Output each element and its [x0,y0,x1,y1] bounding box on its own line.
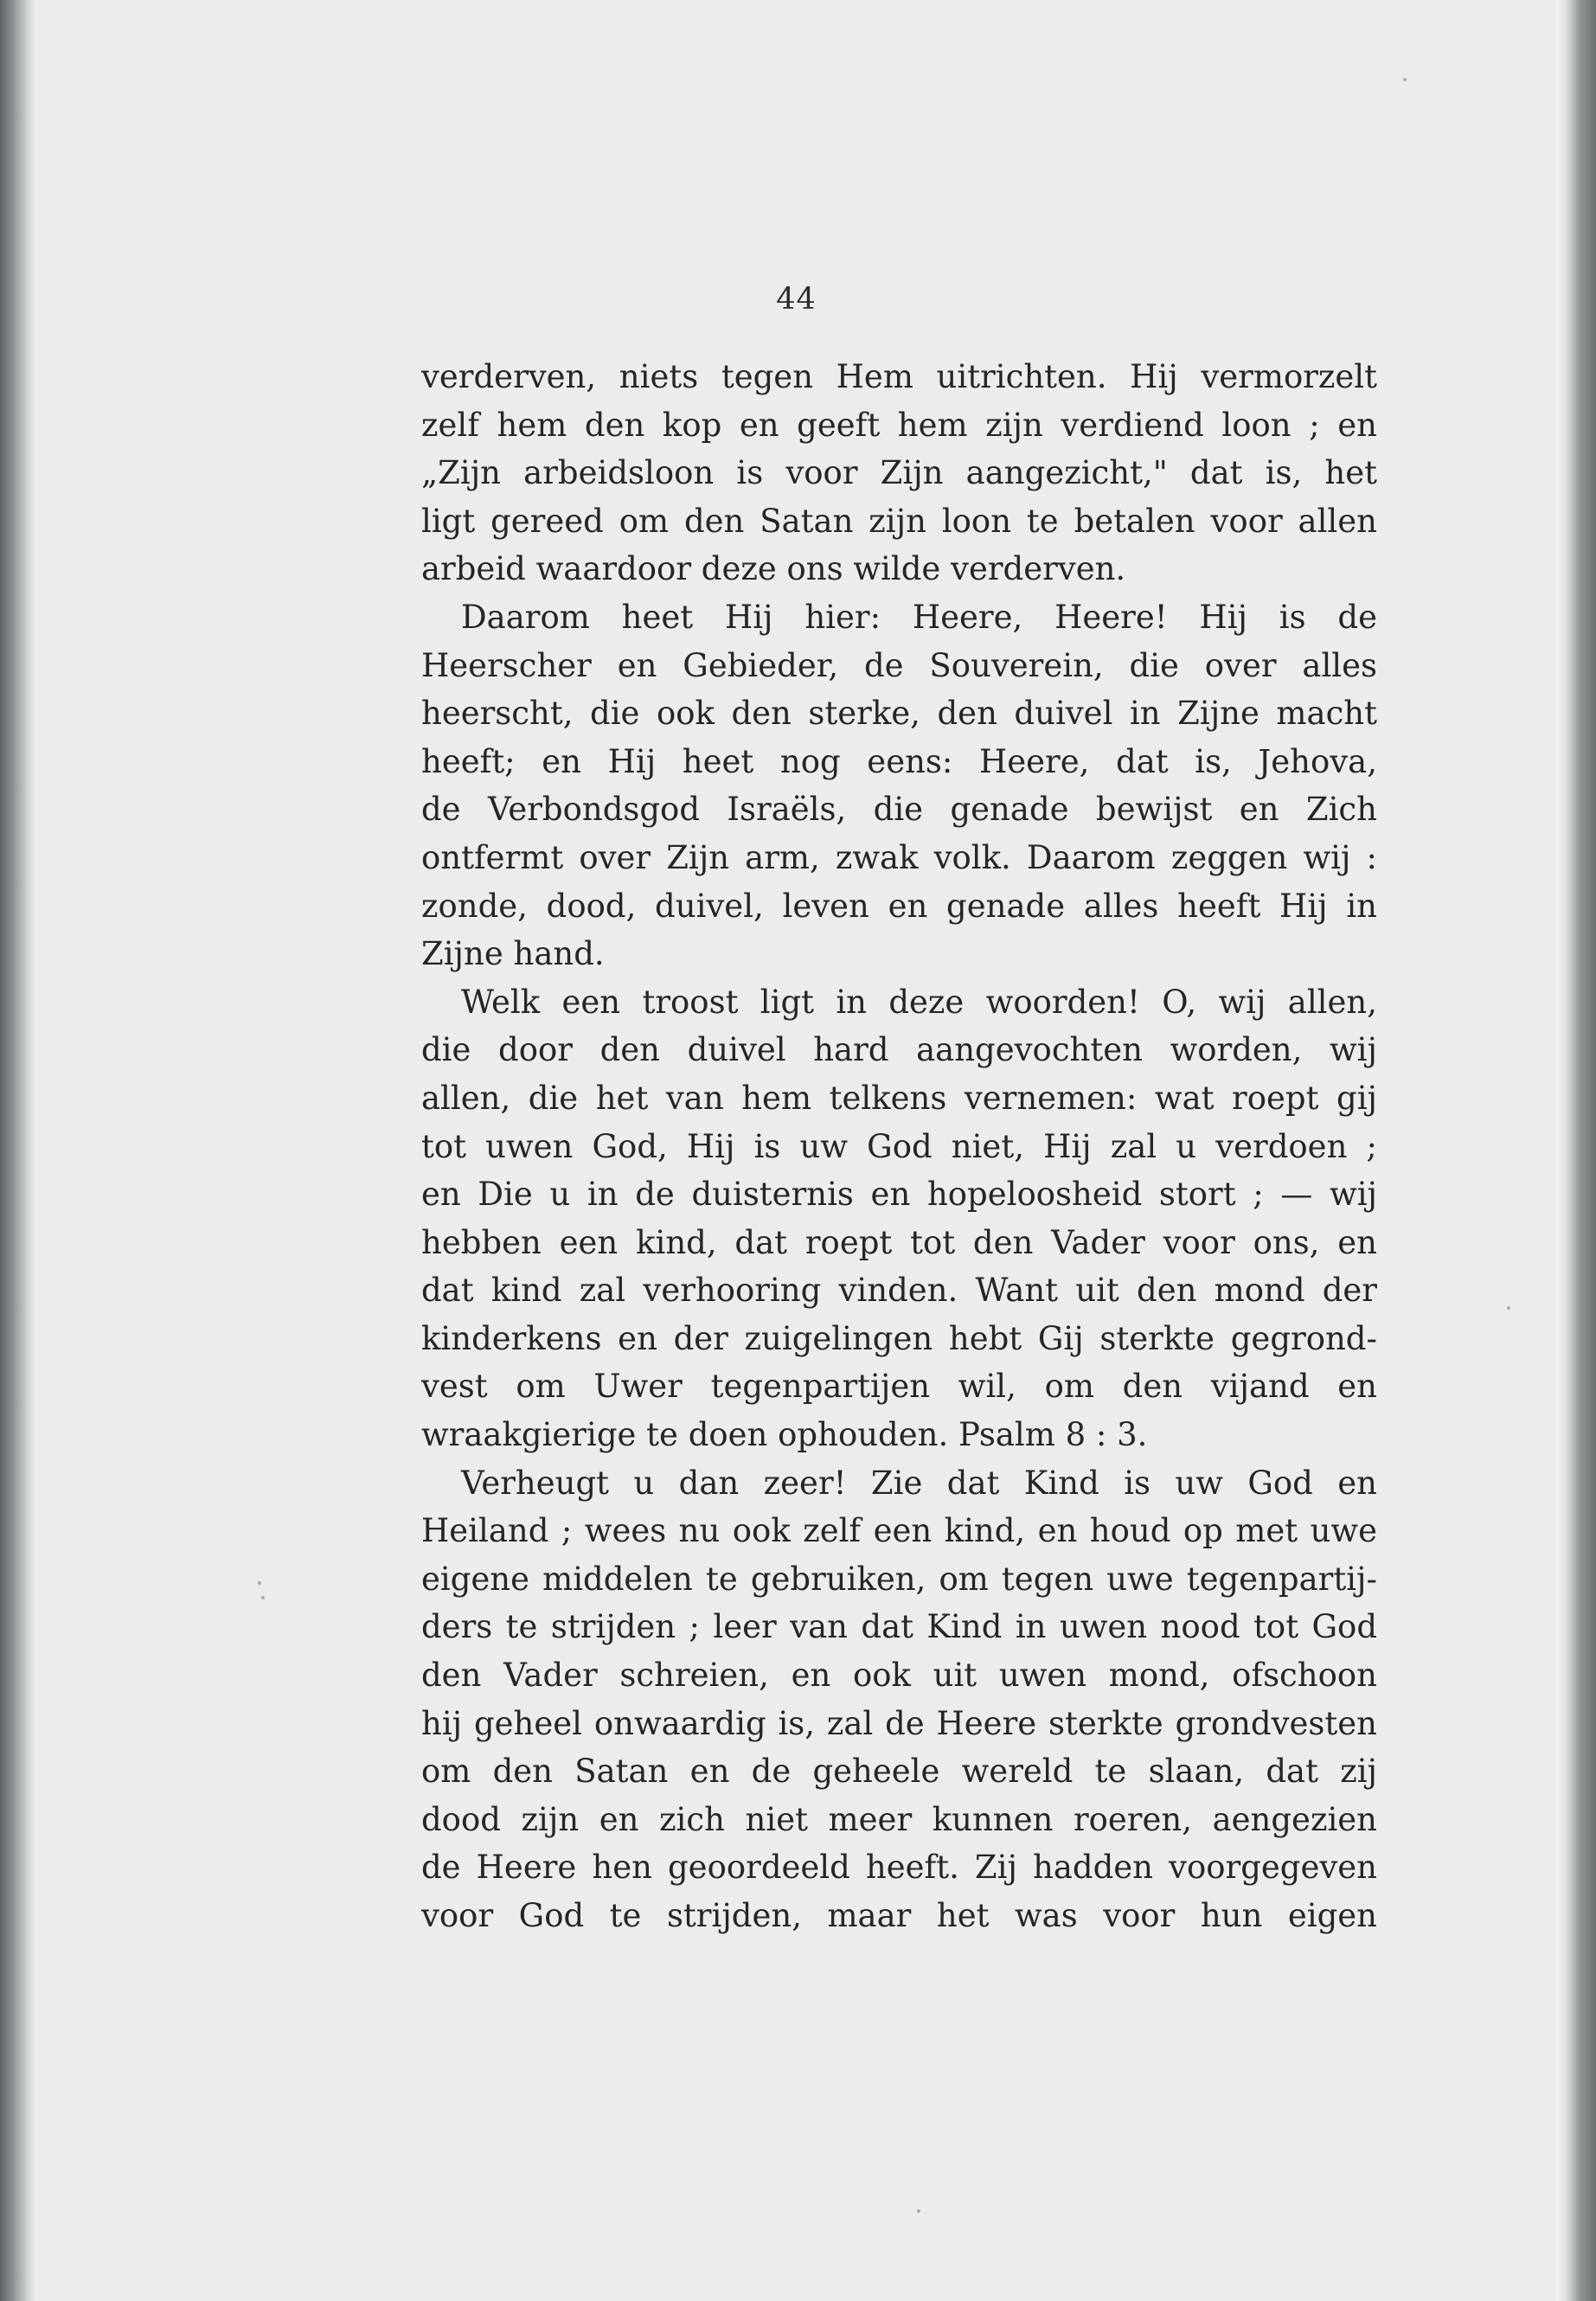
text-line: kinderkens en der zuigelingen hebt Gij sterkte gegrond- [421,1319,1377,1357]
text-line: arbeid waardoor deze ons wilde verderven. [421,550,1126,588]
text-line: de Verbondsgod Israëls, die genade bewijst en Zich [421,791,1377,829]
text-line: ligt gereed om den Satan zijn loon te betalen voor allen [421,502,1377,540]
text-line: allen, die het van hem telkens vernemen: wat roept gij [421,1079,1377,1117]
page-number: 44 [776,282,817,317]
text-line: vest om Uwer tegenpartijen wil, om den vijand en [421,1368,1377,1406]
paper-speck [258,1581,261,1585]
paragraph-3 [421,978,1377,1459]
page-edge-shadow [1556,0,1596,2301]
paragraph-2 [421,593,1377,978]
book-page [36,0,1556,2301]
text-line: ontfermt over Zijn arm, zwak volk. Daarom zeggen wij : [421,838,1377,876]
paper-speck [1403,78,1407,81]
text-line: den Vader schreien, en ook uit uwen mond, ofschoon [421,1657,1377,1695]
paper-speck [917,2209,920,2213]
text-line: zonde, dood, duivel, leven en genade alles heeft Hij in [421,887,1377,925]
binding-shadow [0,0,36,2301]
text-line: en Die u in de duisternis en hopeloosheid stort ; — wij [421,1176,1377,1214]
text-line: ders te strijden ; leer van dat Kind in uwen nood tot God [421,1608,1377,1646]
text-line: eigene middelen te gebruiken, om tegen uwe tegenpartij- [421,1560,1377,1598]
paragraph-1 [421,353,1377,593]
text-line: Verheugt u dan zeer! Zie dat Kind is uw God en [461,1464,1377,1502]
text-line: „Zijn arbeidsloon is voor Zijn aangezicht," dat is, het [421,454,1377,492]
text-line: heerscht, die ook den sterke, den duivel in Zijne macht [421,695,1377,733]
text-line: die door den duivel hard aangevochten worden, wij [421,1031,1377,1069]
text-line: tot uwen God, Hij is uw God niet, Hij zal u verdoen ; [421,1127,1377,1165]
body-text [421,353,1377,1940]
text-line: heeft; en Hij heet nog eens: Heere, dat is, Jehova, [421,742,1377,780]
text-line: hij geheel onwaardig is, zal de Heere sterkte grondvesten [421,1704,1377,1742]
text-line: Heerscher en Gebieder, de Souverein, die over alles [421,646,1377,684]
text-line: dood zijn en zich niet meer kunnen roeren, aengezien [421,1800,1377,1838]
text-line: wraakgierige te doen ophouden. Psalm 8 : 3. [421,1416,1148,1454]
text-line: Welk een troost ligt in deze woorden! O, wij allen, [461,983,1377,1021]
text-line: de Heere hen geoordeeld heeft. Zij hadden voorgegeven [421,1849,1377,1887]
text-line: dat kind zal verhooring vinden. Want uit den mond der [421,1272,1377,1310]
text-line: verderven, niets tegen Hem uitrichten. Hij vermorzelt [421,358,1377,395]
text-line: om den Satan en de geheele wereld te slaan, dat zij [421,1753,1377,1791]
text-line: hebben een kind, dat roept tot den Vader voor ons, en [421,1223,1377,1261]
paper-speck [261,1596,265,1599]
paragraph-4 [421,1459,1377,1940]
text-line: voor God te strijden, maar het was voor hun eigen [421,1897,1377,1934]
paper-speck [1507,1306,1510,1310]
text-line: Heiland ; wees nu ook zelf een kind, en houd op met uwe [421,1512,1377,1550]
text-line: Daarom heet Hij hier: Heere, Heere! Hij is de [461,598,1377,636]
text-line: Zijne hand. [421,935,605,973]
text-line: zelf hem den kop en geeft hem zijn verdiend loon ; en [421,406,1377,444]
